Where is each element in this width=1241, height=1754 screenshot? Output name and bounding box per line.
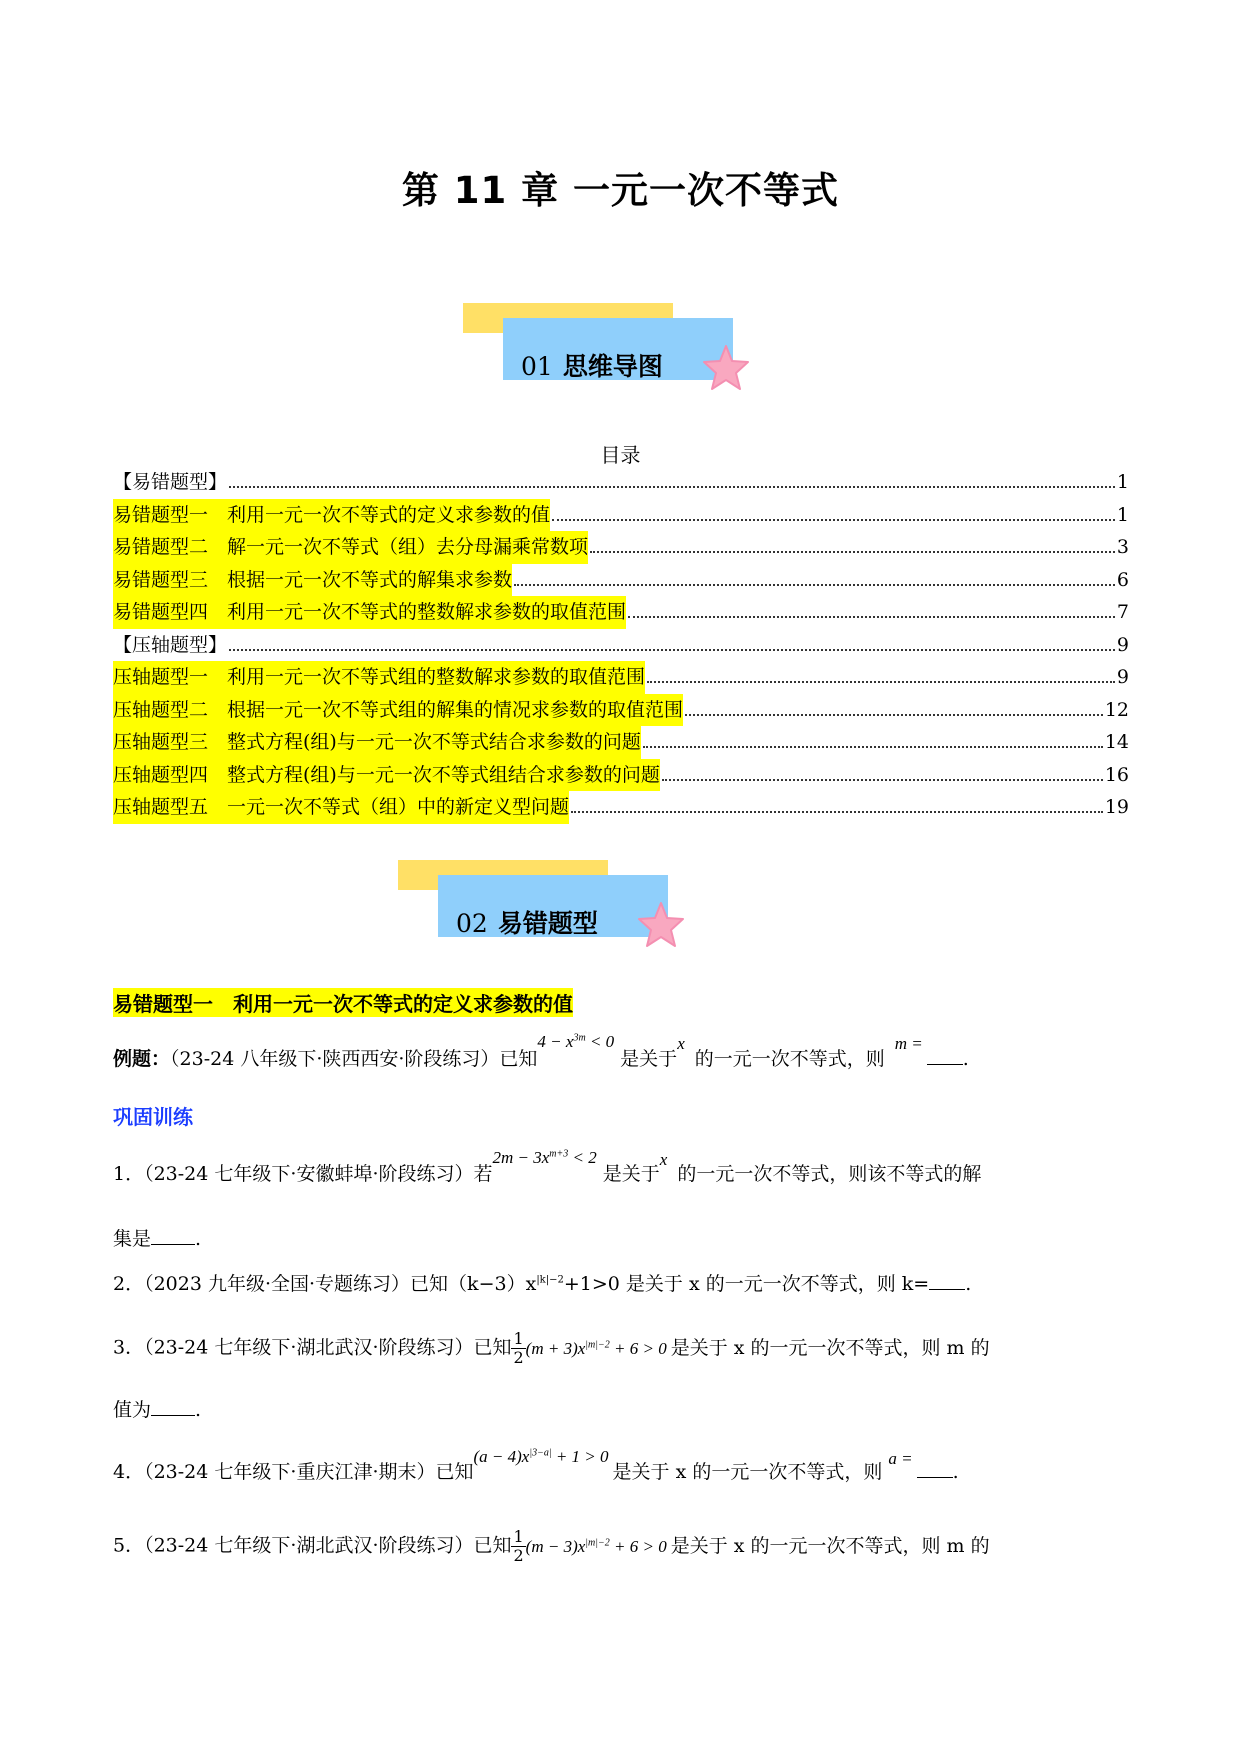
question-text: 是关于 x 的一元一次不等式，则 (612, 1461, 883, 1483)
question-3 (113, 1330, 990, 1367)
example-problem (113, 1032, 969, 1071)
math-sup: |3−a| (529, 1447, 552, 1459)
banner-text: 易错题型 (497, 909, 598, 938)
toc-leader (229, 486, 1115, 488)
question-text: 5．（23-24 七年级下·湖北武汉·阶段练习）已知 (113, 1534, 512, 1557)
question-text: 2．（2023 九年级·全国·专题练习）已知（k−3）x (113, 1273, 537, 1295)
example-text: 的一元一次不等式，则 (694, 1048, 885, 1070)
toc-leader (590, 551, 1115, 553)
question-text: 3．（23-24 七年级下·湖北武汉·阶段练习）已知 (113, 1336, 512, 1359)
question-3-cont (113, 1395, 201, 1422)
math-sup: |m|−2 (585, 1536, 610, 1548)
variable-x: x (677, 1034, 685, 1053)
math-expr: 4 − x (537, 1032, 574, 1051)
question-text: 是关于 x 的一元一次不等式，则 m 的 (670, 1534, 990, 1557)
example-source: （23-24 八年级下·陕西西安·阶段练习）已知 (170, 1048, 538, 1070)
math-sup: |k|−2 (536, 1274, 564, 1286)
toc-page: 1 (1116, 503, 1129, 526)
toc-leader (571, 811, 1103, 813)
toc-item-text: 易错题型三 根据一元一次不等式的解集求参数 (113, 564, 512, 597)
toc-page: 1 (1116, 471, 1129, 493)
toc-page: 12 (1104, 698, 1129, 721)
fraction-denominator: 2 (513, 1348, 524, 1367)
math-tail: + 6 > 0 (609, 1338, 667, 1358)
fraction-numerator: 1 (513, 1329, 524, 1348)
toc-page: 16 (1104, 763, 1129, 786)
banner-label (456, 904, 598, 940)
page-title: 第 11 章 一元一次不等式 (401, 169, 840, 212)
question-2 (113, 1269, 971, 1296)
toc-item[interactable] (113, 466, 1129, 499)
toc-item-text: 压轴题型一 利用一元一次不等式组的整数解求参数的取值范围 (113, 661, 645, 694)
toc-item[interactable] (113, 759, 1129, 792)
toc-item-text: 压轴题型四 整式方程(组)与一元一次不等式组结合求参数的问题 (113, 759, 660, 792)
section-banner-mindmap (463, 303, 753, 398)
math-tail: < 0 (585, 1032, 615, 1051)
answer-blank[interactable] (927, 1063, 963, 1065)
fraction (511, 1528, 525, 1565)
toc-page: 9 (1116, 666, 1129, 688)
toc-page: 14 (1104, 731, 1129, 753)
banner-number: 01 (521, 352, 553, 381)
math-expr: (a − 4)x (473, 1447, 530, 1466)
toc-item-text: 易错题型四 利用一元一次不等式的整数解求参数的取值范围 (113, 596, 626, 629)
period: . (952, 1461, 959, 1483)
answer-blank[interactable] (929, 1288, 965, 1290)
question-text: 的一元一次不等式，则该不等式的解 (677, 1163, 982, 1185)
math-sup: m+3 (549, 1148, 569, 1160)
period: . (195, 1399, 202, 1421)
math-sup: 3m (573, 1032, 586, 1044)
toc-item-text: 【压轴题型】 (113, 633, 228, 656)
banner-number: 02 (456, 909, 488, 938)
math-tail: < 2 (568, 1148, 597, 1167)
question-1-cont (113, 1224, 201, 1251)
math-sup: |m|−2 (585, 1338, 610, 1350)
toc-page: 3 (1116, 536, 1129, 558)
period: . (965, 1273, 972, 1295)
star-icon (701, 343, 751, 393)
question-1 (113, 1148, 982, 1186)
question-text: 是关于 (602, 1163, 660, 1185)
inequality (492, 1148, 596, 1167)
toc-leader (685, 714, 1103, 716)
math-expr: 2m − 3x (492, 1148, 550, 1167)
banner-text: 思维导图 (562, 352, 663, 381)
toc-item[interactable] (113, 499, 1129, 532)
practice-label: 巩固训练 (113, 1105, 193, 1129)
question-text: 1．（23-24 七年级下·安徽蚌埠·阶段练习）若 (113, 1163, 493, 1185)
toc-leader (662, 779, 1103, 781)
toc-leader (647, 681, 1115, 683)
math-expr: (m + 3)x (525, 1338, 586, 1358)
period: . (195, 1228, 202, 1250)
inequality (526, 1339, 667, 1358)
question-text: 集是 (113, 1228, 152, 1250)
toc-item-text: 易错题型二 解一元一次不等式（组）去分母漏乘常数项 (113, 531, 588, 564)
question-text: 4．（23-24 七年级下·重庆江津·期末）已知 (113, 1461, 474, 1483)
banner-label (521, 347, 663, 383)
toc-item[interactable] (113, 694, 1129, 727)
toc-item-text: 【易错题型】 (113, 471, 228, 493)
toc-item[interactable] (113, 791, 1129, 824)
toc-page: 7 (1116, 601, 1129, 623)
toc-leader (552, 519, 1115, 521)
fraction-denominator: 2 (513, 1546, 524, 1565)
variable-x: x (659, 1150, 668, 1169)
fraction (511, 1330, 525, 1367)
toc-item-text: 易错题型一 利用一元一次不等式的定义求参数的值 (113, 499, 550, 532)
question-4 (113, 1447, 959, 1484)
toc-page: 19 (1104, 796, 1129, 818)
math-expr: (m − 3)x (525, 1536, 586, 1556)
fraction-numerator: 1 (513, 1527, 524, 1546)
toc-leader (643, 746, 1103, 748)
toc-leader (628, 616, 1115, 618)
answer-blank[interactable] (151, 1243, 195, 1245)
question-text: +1>0 是关于 x 的一元一次不等式，则 k= (563, 1273, 930, 1295)
table-of-contents (113, 466, 1129, 824)
period: . (962, 1048, 969, 1070)
example-label: 例题： (113, 1048, 171, 1070)
toc-item-text: 压轴题型二 根据一元一次不等式组的解集的情况求参数的取值范围 (113, 694, 683, 727)
example-text: 是关于 (620, 1048, 678, 1070)
star-icon (636, 900, 686, 950)
toc-leader (229, 649, 1115, 651)
ask-m: m = (894, 1034, 923, 1053)
toc-page: 9 (1116, 633, 1129, 656)
toc-item[interactable] (113, 531, 1129, 564)
inequality (537, 1032, 614, 1051)
toc-item[interactable] (113, 661, 1129, 694)
toc-item[interactable] (113, 596, 1129, 629)
question-text: 是关于 x 的一元一次不等式，则 m 的 (670, 1336, 990, 1359)
toc-page: 6 (1116, 568, 1129, 591)
toc-heading: 目录 (600, 443, 641, 467)
section-banner-errors (398, 860, 688, 955)
question-text: 值为 (113, 1399, 152, 1421)
answer-blank[interactable] (917, 1476, 953, 1478)
toc-item[interactable] (113, 564, 1129, 597)
toc-item[interactable] (113, 629, 1129, 662)
answer-blank[interactable] (151, 1414, 195, 1416)
question-5 (113, 1528, 990, 1565)
math-tail: + 1 > 0 (551, 1447, 609, 1466)
inequality (526, 1537, 667, 1556)
toc-item[interactable] (113, 726, 1129, 759)
toc-item-text: 压轴题型三 整式方程(组)与一元一次不等式结合求参数的问题 (113, 726, 641, 759)
inequality (473, 1447, 608, 1466)
ask-a: a = (888, 1449, 913, 1468)
toc-item-text: 压轴题型五 一元一次不等式（组）中的新定义型问题 (113, 791, 569, 824)
toc-leader (514, 584, 1115, 586)
section-heading: 易错题型一 利用一元一次不等式的定义求参数的值 (113, 988, 573, 1017)
math-tail: + 6 > 0 (609, 1536, 667, 1556)
